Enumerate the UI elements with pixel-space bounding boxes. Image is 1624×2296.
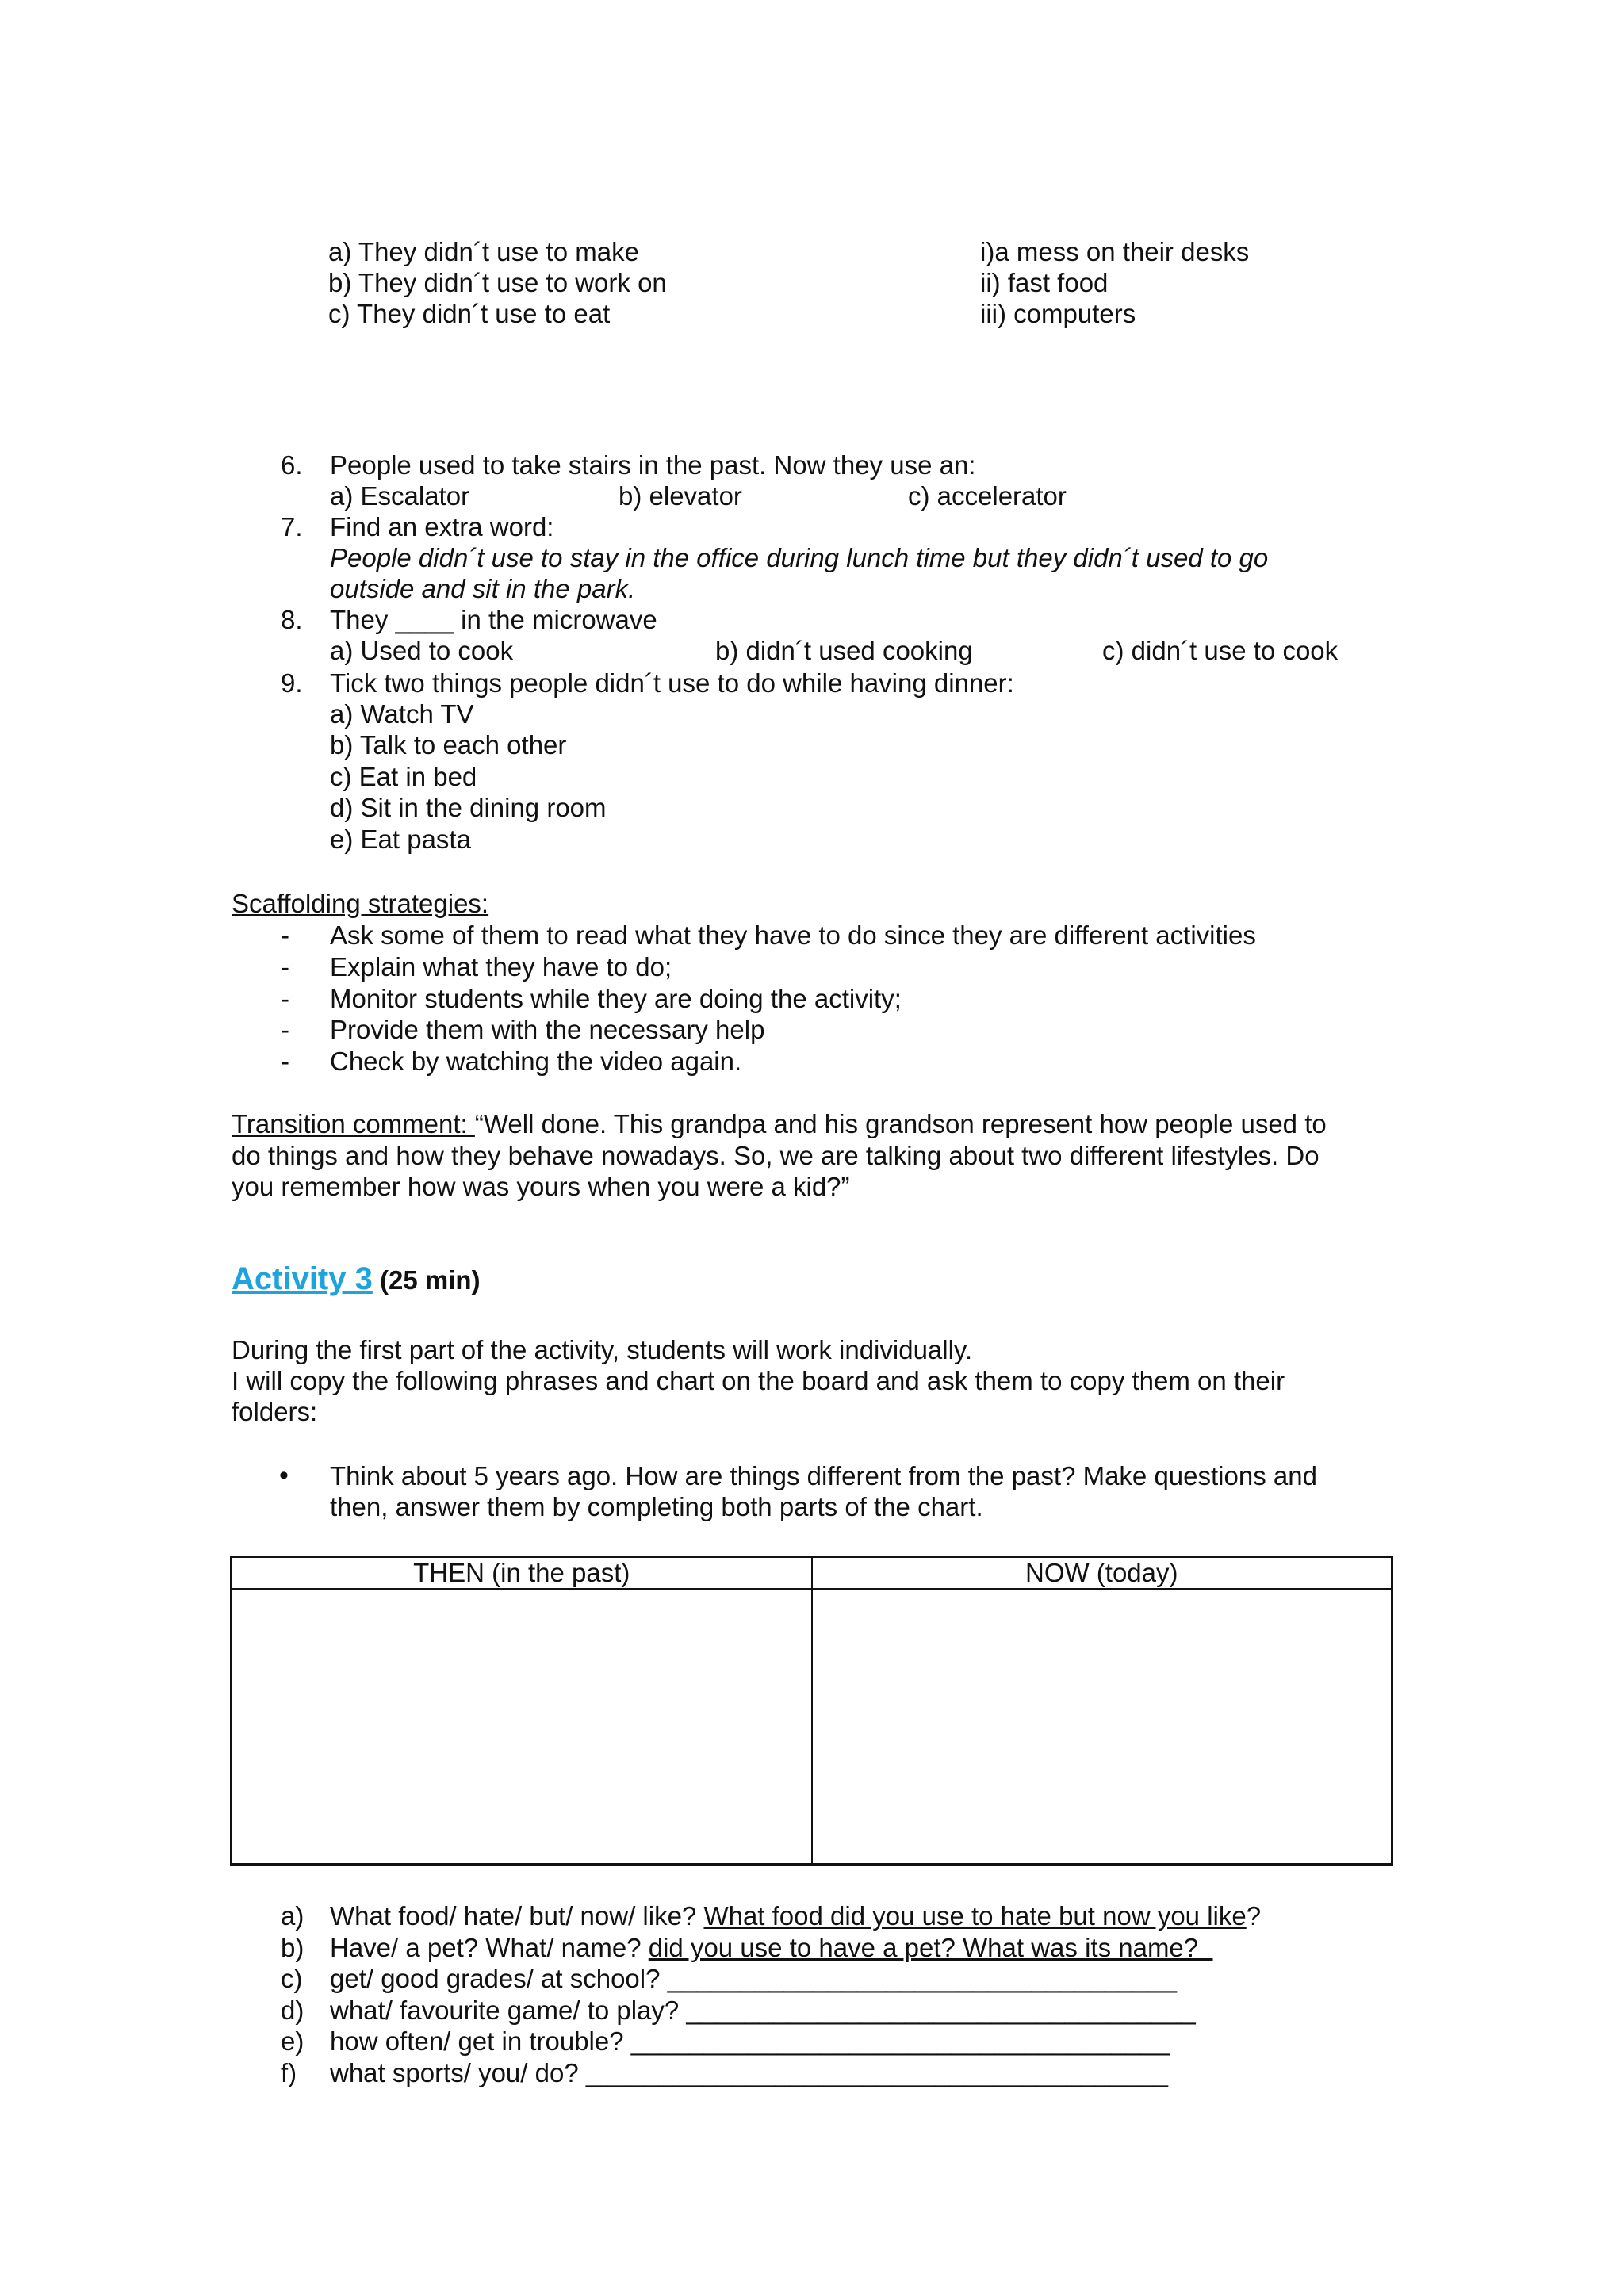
- prompt-d: [330, 1995, 1196, 2026]
- activity3-intro-line3: folders:: [232, 1397, 318, 1426]
- matching-left-b: b) They didn´t use to work on: [328, 268, 667, 297]
- prompt-e-answer-line[interactable]: _____________________________________: [630, 2026, 1170, 2056]
- q6-text: People used to take stairs in the past. Now they use an:: [330, 450, 976, 480]
- bullet-icon: •: [279, 1460, 289, 1490]
- prompt-f: [330, 2057, 1168, 2088]
- q6-option-b: b) elevator: [619, 481, 742, 511]
- scaffolding-dash: -: [281, 1015, 289, 1044]
- q6-option-c: c) accelerator: [908, 481, 1067, 511]
- transition-line2: do things and how they behave nowadays. So, we are talking about two different lifestyles. Do: [232, 1141, 1320, 1170]
- q6-option-a: a) Escalator: [330, 481, 470, 511]
- prompt-letter: e): [281, 2026, 304, 2056]
- prompt-letter: a): [281, 1901, 304, 1931]
- prompt-b-question: Have/ a pet? What/ name?: [330, 1933, 649, 1962]
- q9-option-d: d) Sit in the dining room: [330, 793, 607, 822]
- prompt-b-answer: did you use to have a pet? What was its name?: [648, 1933, 1213, 1962]
- matching-right-i: i)a mess on their desks: [980, 237, 1250, 266]
- prompt-f-question: what sports/ you/ do?: [330, 2058, 586, 2087]
- scaffolding-heading: Scaffolding strategies:: [232, 889, 489, 918]
- then-now-chart: [230, 1556, 1393, 1866]
- scaffolding-item-5: Check by watching the video again.: [330, 1047, 742, 1076]
- prompt-a-question: What food/ hate/ but/ now/ like?: [330, 1901, 704, 1931]
- q9-option-c: c) Eat in bed: [330, 762, 477, 791]
- prompt-a: [330, 1900, 1261, 1931]
- prompt-b: [330, 1932, 1212, 1963]
- prompt-letter: d): [281, 1996, 304, 2025]
- q7-number: 7.: [281, 512, 303, 541]
- matching-right-iii: iii) computers: [980, 299, 1136, 328]
- q8-number: 8.: [281, 605, 303, 634]
- activity3-intro-line1: During the first part of the activity, students will work individually.: [232, 1335, 973, 1364]
- matching-right-ii: ii) fast food: [980, 268, 1109, 297]
- scaffolding-dash: -: [281, 920, 289, 950]
- activity3-bullet-line1: Think about 5 years ago. How are things different from the past? Make questions and: [330, 1461, 1317, 1490]
- prompt-c-answer-line[interactable]: ___________________________________: [667, 1964, 1177, 1993]
- scaffolding-item-1: Ask some of them to read what they have to do since they are different activities: [330, 920, 1256, 950]
- chart-cell-then[interactable]: [232, 1589, 812, 1865]
- q9-option-a: a) Watch TV: [330, 699, 474, 729]
- prompt-d-answer-line[interactable]: ___________________________________: [686, 1996, 1196, 2025]
- transition-line1: [232, 1108, 1327, 1139]
- prompt-letter: c): [281, 1964, 303, 1993]
- scaffolding-item-3: Monitor students while they are doing the activity;: [330, 984, 902, 1013]
- prompt-d-question: what/ favourite game/ to play?: [330, 1996, 687, 2025]
- transition-line3: you remember how was yours when you were a kid?”: [232, 1172, 850, 1201]
- transition-text-1: “Well done. This grandpa and his grandson represent how people used to: [474, 1109, 1327, 1138]
- prompt-letter: b): [281, 1933, 304, 1962]
- prompt-a-tail: ?: [1246, 1901, 1262, 1931]
- q8-option-b: b) didn´t used cooking: [715, 636, 973, 665]
- activity3-title[interactable]: Activity 3: [232, 1261, 373, 1296]
- chart-cell-now[interactable]: [812, 1589, 1392, 1865]
- matching-left-a: a) They didn´t use to make: [328, 237, 639, 266]
- matching-left-c: c) They didn´t use to eat: [328, 299, 611, 328]
- activity3-intro-line2: I will copy the following phrases and chart on the board and ask them to copy them on their: [232, 1366, 1285, 1395]
- chart-header-now: NOW (today): [812, 1557, 1392, 1590]
- q9-text: Tick two things people didn´t use to do while having dinner:: [330, 668, 1014, 698]
- q9-option-b: b) Talk to each other: [330, 730, 567, 760]
- scaffolding-dash: -: [281, 952, 289, 982]
- transition-label: Transition comment:: [232, 1109, 475, 1138]
- q8-option-c: c) didn´t use to cook: [1102, 636, 1339, 665]
- q7-text: Find an extra word:: [330, 512, 554, 541]
- q8-text: They ____ in the microwave: [330, 605, 657, 634]
- activity3-bullet-line2: then, answer them by completing both parts of the chart.: [330, 1492, 983, 1521]
- chart-header-then: THEN (in the past): [232, 1557, 812, 1590]
- prompt-c-question: get/ good grades/ at school?: [330, 1964, 668, 1993]
- scaffolding-dash: -: [281, 984, 289, 1013]
- activity3-heading: [232, 1261, 481, 1296]
- q8-option-a: a) Used to cook: [330, 636, 514, 665]
- prompt-c: [330, 1963, 1177, 1994]
- scaffolding-item-4: Provide them with the necessary help: [330, 1015, 765, 1044]
- prompt-e: [330, 2026, 1170, 2057]
- q6-number: 6.: [281, 450, 303, 480]
- prompt-letter: f): [281, 2058, 297, 2087]
- scaffolding-item-2: Explain what they have to do;: [330, 952, 672, 982]
- q7-sentence-line1: People didn´t use to stay in the office during lunch time but they didn´t used to go: [330, 543, 1269, 572]
- prompt-a-answer: What food did you use to hate but now you like: [703, 1901, 1247, 1931]
- prompt-e-question: how often/ get in trouble?: [330, 2026, 631, 2056]
- q9-number: 9.: [281, 668, 303, 698]
- q7-sentence-line2: outside and sit in the park.: [330, 574, 636, 603]
- activity3-duration: (25 min): [380, 1265, 481, 1295]
- scaffolding-dash: -: [281, 1047, 289, 1076]
- q9-option-e: e) Eat pasta: [330, 825, 471, 854]
- prompt-f-answer-line[interactable]: ________________________________________: [585, 2058, 1168, 2087]
